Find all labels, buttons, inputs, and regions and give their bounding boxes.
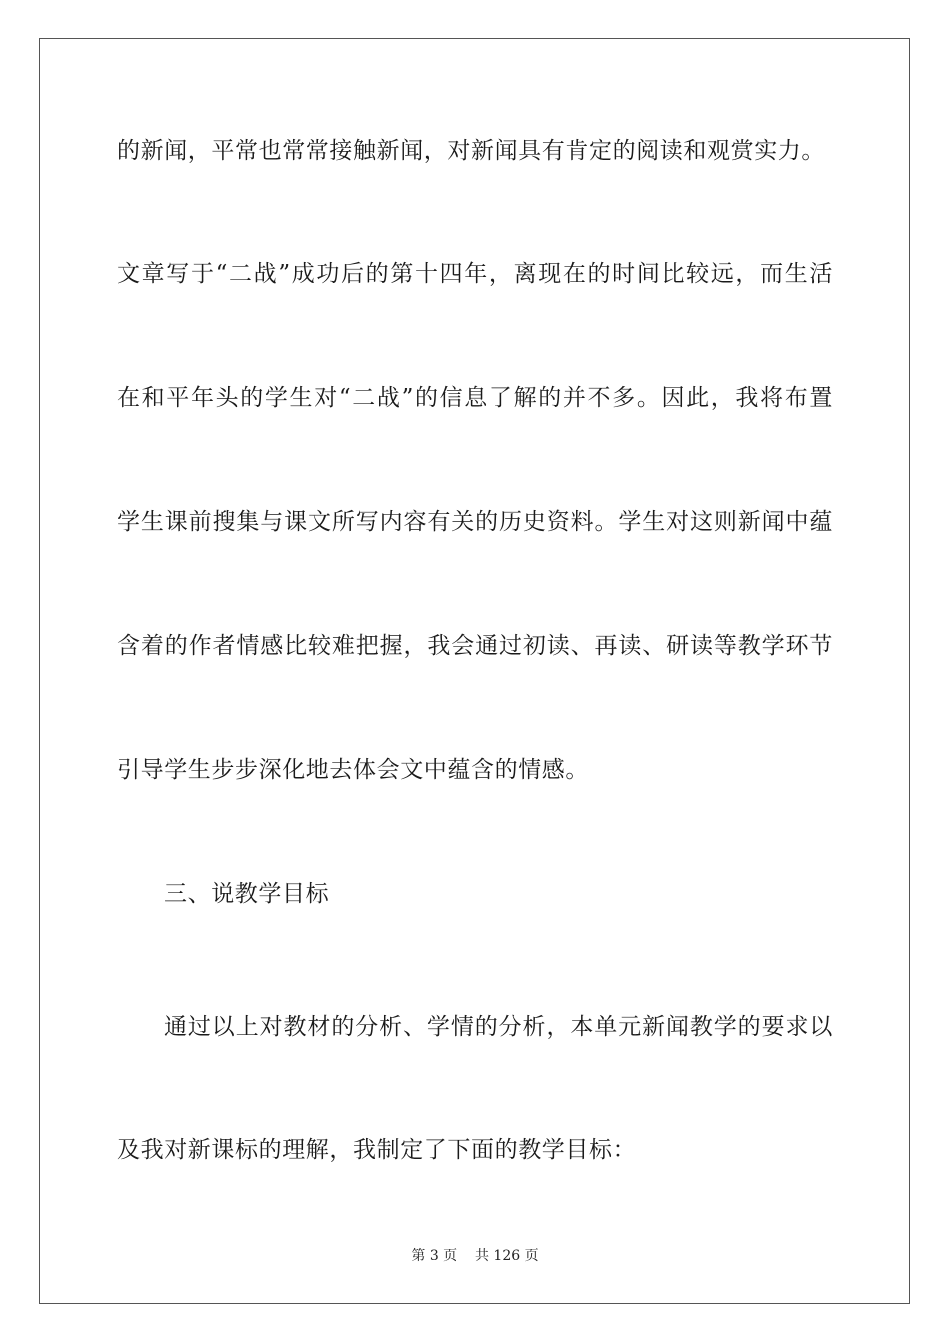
text-line-2: 文章写于“二战”成功后的第十四年，离现在的时间比较远，而生活 [117, 261, 833, 287]
page-footer: 第 3 页 共 126 页 [411, 1248, 539, 1264]
text-line-3: 在和平年头的学生对“二战”的信息了解的并不多。因此，我将布置 [117, 385, 833, 411]
text-line-1: 的新闻，平常也常常接触新闻，对新闻具有肯定的阅读和观赏实力。 [117, 138, 825, 164]
page-frame [39, 38, 910, 1304]
text-line-6: 引导学生步步深化地去体会文中蕴含的情感。 [117, 757, 589, 783]
text-line-4: 学生课前搜集与课文所写内容有关的历史资料。学生对这则新闻中蕴 [117, 509, 833, 535]
text-line-8: 通过以上对教材的分析、学情的分析，本单元新闻教学的要求以 [164, 1014, 833, 1040]
text-line-5: 含着的作者情感比较难把握，我会通过初读、再读、研读等教学环节 [117, 633, 833, 659]
section-heading: 三、说教学目标 [164, 881, 330, 907]
text-line-9: 及我对新课标的理解，我制定了下面的教学目标： [117, 1137, 637, 1163]
